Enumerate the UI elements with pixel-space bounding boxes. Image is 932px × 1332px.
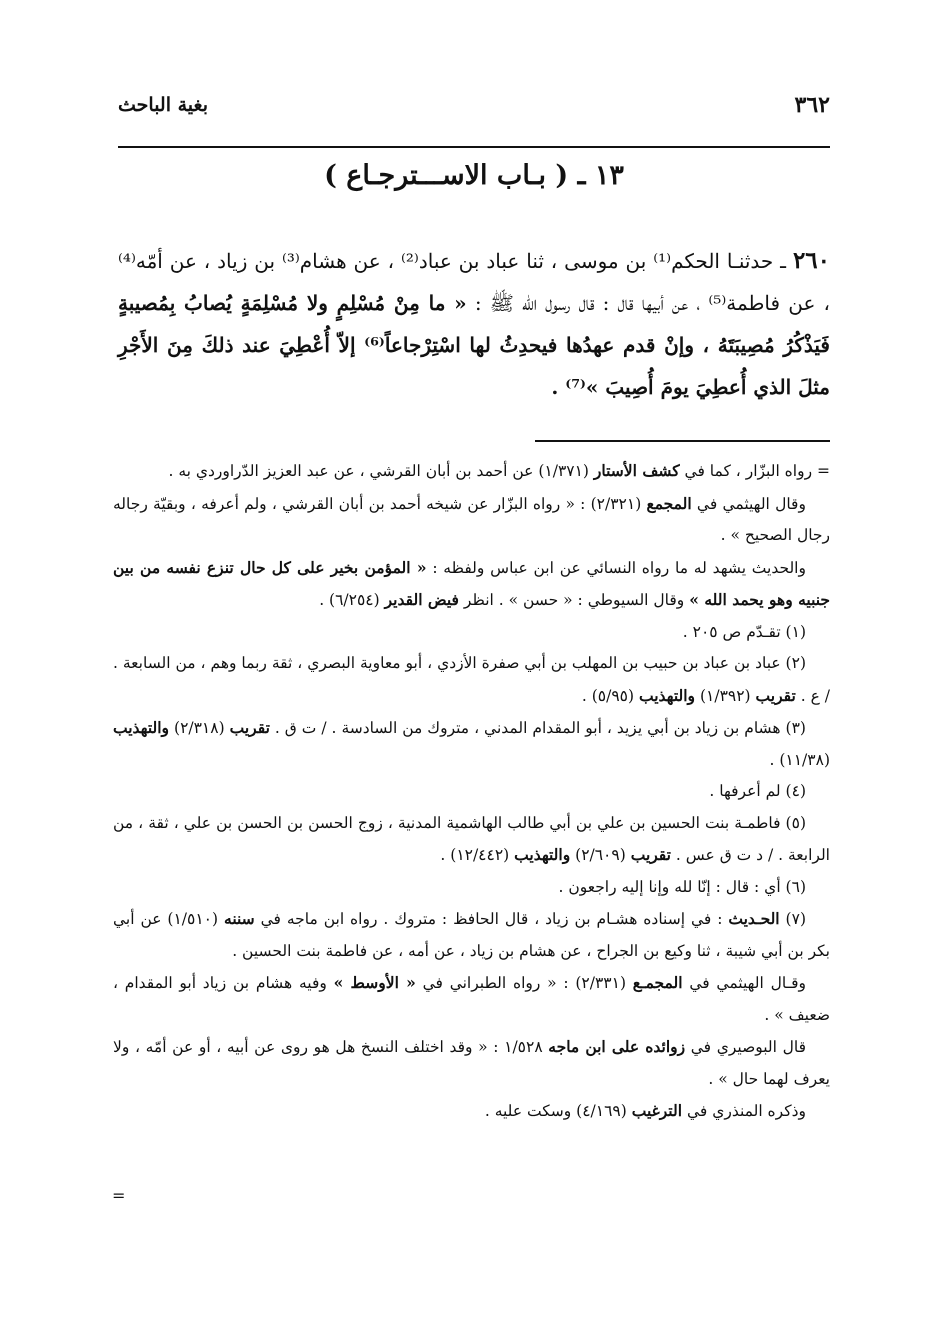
footnote-text: وقال الهيثمي في bbox=[696, 494, 806, 513]
footnote-text: (١) تقـدّم ص ٢٠٥ . bbox=[682, 622, 806, 641]
footnote-paragraph bbox=[113, 1031, 830, 1095]
footnote-rule bbox=[535, 440, 830, 442]
footnote-1 bbox=[113, 617, 830, 649]
running-title: بغية الباحث bbox=[118, 94, 208, 116]
footnote-source: الترغيب bbox=[631, 1101, 683, 1120]
footnote-text: (٣) هشام بن زياد بن أبي يزيد ، أبو المقدام المدني ، متروك من السادسة . / ت ق . bbox=[274, 719, 806, 737]
footnote-text: (١١/٣٨) . bbox=[769, 750, 830, 769]
footnote-continuation bbox=[113, 455, 830, 488]
footnote-text: وقـال الهيثمي في bbox=[689, 974, 807, 992]
footnote-text: (٢/٣١٨) bbox=[174, 719, 225, 737]
footnote-source: زوائده على ابن ماجه bbox=[548, 1037, 686, 1056]
footnote-text: (١/٣٩٢) bbox=[699, 686, 751, 705]
footnote-source: سننه bbox=[224, 909, 255, 928]
footnote-text: (٢/٣٢١) : « رواه البزّار عن شيخه أحمد بن أبان القرشي ، ولم أعرفه ، وبقيّة رجاله رجال الصحيح » . bbox=[113, 494, 830, 544]
footnote-text: (١٢/٤٤٢) . bbox=[440, 846, 510, 864]
hadith-paragraph bbox=[118, 240, 830, 408]
footnote-source: تقريب bbox=[229, 718, 270, 737]
chapter-title: ١٣ ـ ( بـاب الاســـترجـاع ) bbox=[324, 160, 624, 191]
footnote-6 bbox=[113, 872, 830, 904]
hadith-matn: « ما مِنْ مُسْلِمٍ ولا مُسْلِمَةٍ يُصابُ بِمُصيبةٍ فَيَذْكُرُ مُصِيبَتَهُ ، وإنْ قدم عهدُها فيحدِثُ لها اسْتِرْجاعاً⁽⁶⁾ إلاّ أُعْطِيَ عند ذلكَ مِنَ الأَجْرِ مثلَ الذي أُعطِيَ يومَ أُصِيبَ »⁽⁷⁾ . bbox=[118, 291, 830, 399]
footnote-source: « الأوسط » bbox=[333, 973, 416, 992]
footnote-3 bbox=[113, 712, 830, 776]
footnote-2 bbox=[113, 648, 830, 712]
footnote-source: فيض القدير bbox=[384, 590, 459, 609]
footnote-source: المجمع bbox=[646, 493, 692, 513]
footnote-source: كشف الأستار bbox=[593, 461, 680, 480]
footnote-text: (٥) فاطمـة بنت الحسين بن علي بن أبي طالب الهاشمية المدنية ، زوج الحسن بن الحسن بن علي ، ثقة ، من الرابعة . / د ت ق عس . bbox=[113, 813, 830, 864]
footnote-text: وفيه هشام بن زياد أبو المقدام ، ضعيف » . bbox=[113, 974, 830, 1024]
footnote-text: (٢/٣٣١) : « رواه الطبراني في bbox=[422, 974, 627, 992]
footnote-text: (٢) عباد بن عباد بن حبيب بن المهلب بن أبي صفرة الأزدي ، أبو معاوية البصري ، ثقة ربما وهم ، من السابعة . / ع . bbox=[113, 654, 830, 705]
footnote-text: (٦) أي : قال : إنّا لله وإنا إليه راجعون . bbox=[558, 877, 806, 896]
page-number: ٣٦٢ bbox=[794, 92, 830, 118]
footnote-text: (١/٥١٠) عن أبي بكر بن أبي شيبة ، ثنا وكيع بن الجراح ، عن هشام بن زياد ، عن أمه ، عن فاطمة بنت الحسين . bbox=[113, 910, 830, 960]
hadith-number: ٢٦٠ bbox=[792, 247, 831, 274]
footnote-5 bbox=[113, 808, 830, 872]
footnotes bbox=[113, 455, 830, 1128]
footnote-text: ١/٥٢٨ : « وقد اختلف النسخ هل هو روى عن أبيه ، أو عن أمّه ، ولا يعرف لهما حال » . bbox=[113, 1038, 830, 1088]
hadith-isnad: ـ حدثنـا الحكم⁽¹⁾ بن موسى ، ثنا عباد بن عباد⁽²⁾ ، عن هشام⁽³⁾ بن زياد ، عن أمّه⁽⁴⁾ ، عن فاطمة⁽⁵⁾ ، عن أبيها قال : قال رسول الله ﷺ : bbox=[118, 249, 831, 315]
continuation-mark: = bbox=[112, 1186, 126, 1205]
footnote-source: المجمـع bbox=[632, 973, 683, 992]
footnote-4 bbox=[113, 776, 830, 808]
footnote-source: تقريب bbox=[630, 845, 671, 864]
footnote-paragraph bbox=[113, 1095, 830, 1128]
footnote-paragraph bbox=[113, 967, 830, 1031]
footnote-source: تقريب bbox=[755, 685, 796, 705]
footnote-text: (٢/٦٠٩) bbox=[575, 846, 626, 864]
footnote-source: والتهذيب bbox=[514, 845, 571, 864]
footnote-text: (٤/١٦٩) وسكت عليه . bbox=[484, 1102, 627, 1120]
footnote-text: وقال السيوطي : « حسن » . انظر bbox=[463, 591, 685, 609]
footnote-keyword: الحـديث bbox=[728, 909, 780, 928]
footnote-text: (٤) لم أعرفها . bbox=[709, 782, 806, 800]
header-rule bbox=[118, 146, 830, 148]
footnote-text: والحديث يشهد له ما رواه النسائي عن ابن عباس ولفظه : bbox=[432, 558, 806, 577]
footnote-text: : في إسناده هشـام بن زياد ، قال الحافظ : متروك . رواه ابن ماجه في bbox=[260, 910, 723, 928]
footnote-7 bbox=[113, 903, 830, 967]
page-header bbox=[118, 92, 830, 132]
hadith-text bbox=[118, 240, 830, 408]
footnote-source: والتهذيب bbox=[639, 685, 696, 705]
footnote-text: (١/٣٧١) عن أحمد بن أبان القرشي ، عن عبد العزيز الدّراوردي به . bbox=[168, 462, 589, 480]
footnote-text: قال البوصيري في bbox=[690, 1038, 806, 1056]
footnote-paragraph bbox=[113, 488, 830, 552]
footnote-source: والتهذيب bbox=[113, 718, 170, 737]
footnote-text: وذكره المنذري في bbox=[686, 1102, 806, 1120]
footnote-quote: « المؤمن بخير على كل حال تنزع نفسه من بين جنبيه وهو يحمد الله » bbox=[113, 557, 830, 609]
footnote-text: (٦/٢٥٤) . bbox=[319, 591, 380, 609]
footnote-text: (٧) bbox=[785, 910, 806, 928]
footnote-text: (٥/٩٥) . bbox=[581, 686, 635, 705]
footnote-text: = رواه البزّار ، كما في bbox=[684, 462, 830, 480]
footnote-paragraph bbox=[113, 552, 830, 617]
